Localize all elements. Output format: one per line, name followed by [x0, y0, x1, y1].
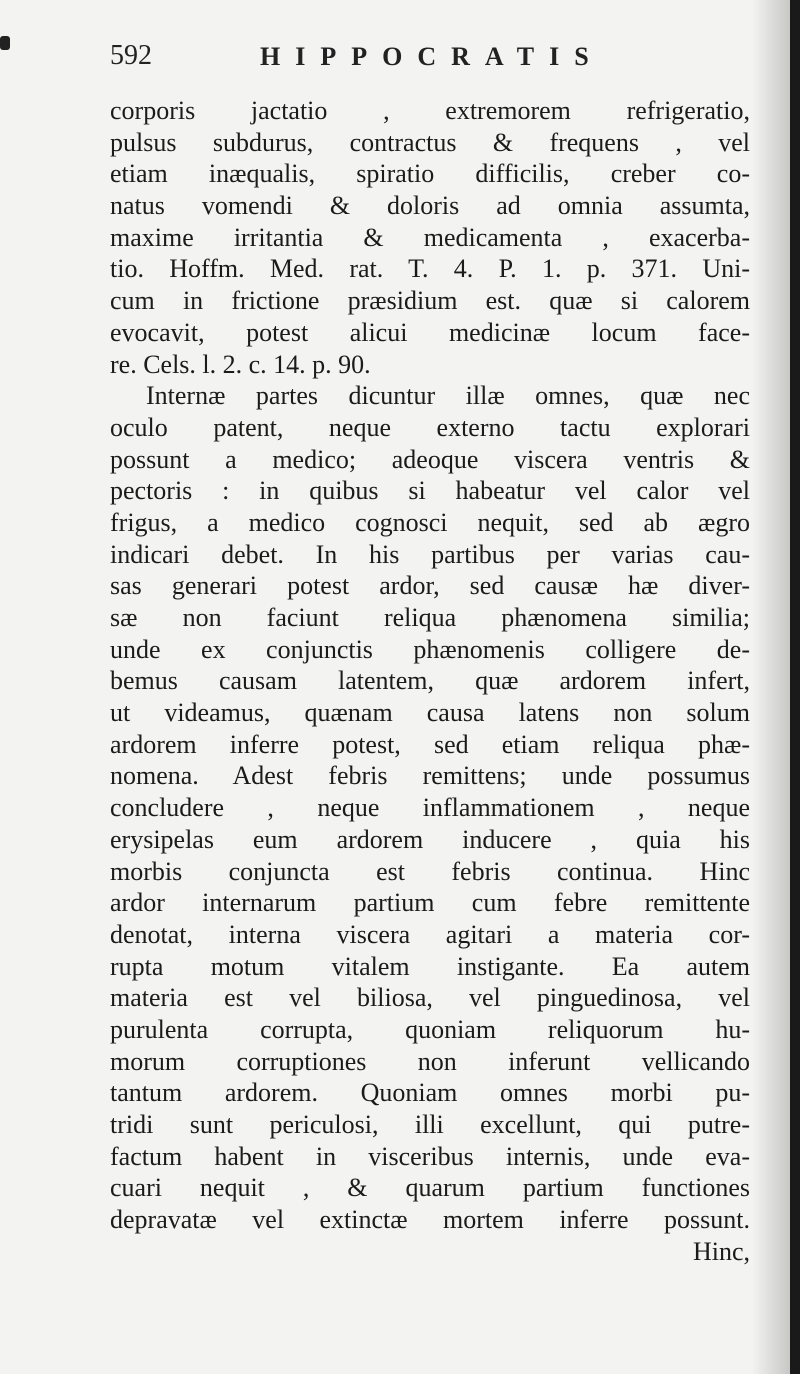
page-header [110, 40, 630, 80]
text-line: ardor internarum partium cum febre remittente [110, 888, 750, 918]
text-line: bemus causam latentem, quæ ardorem infert, [110, 666, 750, 696]
text-line: tridi sunt periculosi, illi excellunt, qui putre- [110, 1110, 750, 1139]
page-edge-mark [0, 36, 10, 50]
text-line: re. Cels. l. 2. c. 14. p. 90. [110, 349, 371, 379]
text-line: tantum ardorem. Quoniam omnes morbi pu- [110, 1078, 750, 1108]
running-head: HIPPOCRATIS [260, 42, 604, 71]
text-line: possunt a medico; adeoque viscera ventris & [110, 444, 750, 474]
text-line: cuari nequit , & quarum partium functiones [110, 1173, 750, 1203]
text-line: purulenta corrupta, quoniam reliquorum hu- [110, 1014, 750, 1044]
text-line: natus vomendi & doloris ad omnia assumta, [110, 191, 750, 221]
catchword: Hinc, [692, 1236, 750, 1266]
text-line: ut videamus, quænam causa latens non solum [110, 698, 750, 728]
text-line: nomena. Adest febris remittens; unde possumus [110, 761, 750, 791]
text-line: concludere , neque inflammationem , neque [110, 793, 750, 823]
text-line: maxime irritantia & medicamenta , exacerba- [110, 222, 750, 252]
text-line: ardorem inferre potest, sed etiam reliqua phæ- [110, 729, 750, 759]
page-number: 592 [110, 40, 152, 71]
text-line: tio. Hoffm. Med. rat. T. 4. P. 1. p. 371. Uni- [110, 254, 750, 284]
text-line: corporis jactatio , extremorem refrigeratio, [110, 96, 750, 125]
text-line: unde ex conjunctis phænomenis colligere de- [110, 634, 750, 664]
text-line: evocavit, potest alicui medicinæ locum face- [110, 317, 750, 347]
text-line: cum in frictione præsidium est. quæ si calorem [110, 286, 750, 316]
text-line: depravatæ vel extinctæ mortem inferre possunt. [110, 1205, 750, 1235]
text-line: sas generari potest ardor, sed causæ hæ diver- [110, 571, 750, 601]
text-line: factum habent in visceribus internis, unde eva- [110, 1141, 750, 1171]
text-line: pulsus subdurus, contractus & frequens , vel [110, 127, 750, 157]
text-line: erysipelas eum ardorem inducere , quia his [110, 824, 750, 854]
text-line: pectoris : in quibus si habeatur vel calor vel [110, 476, 750, 506]
text-line: materia est vel biliosa, vel pinguedinosa, vel [110, 983, 750, 1013]
paragraph-start-line: Internæ partes dicuntur illæ omnes, quæ nec [146, 381, 750, 411]
text-line: sæ non faciunt reliqua phænomena similia; [110, 603, 750, 632]
text-line: indicari debet. In his partibus per varias cau- [110, 539, 750, 569]
text-line: morum corruptiones non inferunt vellicando [110, 1046, 750, 1076]
text-line: oculo patent, neque externo tactu explorari [110, 412, 750, 442]
page-gutter-shadow [752, 0, 790, 1374]
text-line: etiam inæqualis, spiratio difficilis, creber co- [110, 159, 750, 189]
text-line: morbis conjuncta est febris continua. Hinc [110, 856, 750, 886]
text-line: frigus, a medico cognosci nequit, sed ab ægro [110, 507, 750, 537]
text-line: denotat, interna viscera agitari a materia cor- [110, 919, 750, 949]
body-text [110, 95, 750, 1267]
text-line: rupta motum vitalem instigante. Ea autem [110, 951, 750, 981]
